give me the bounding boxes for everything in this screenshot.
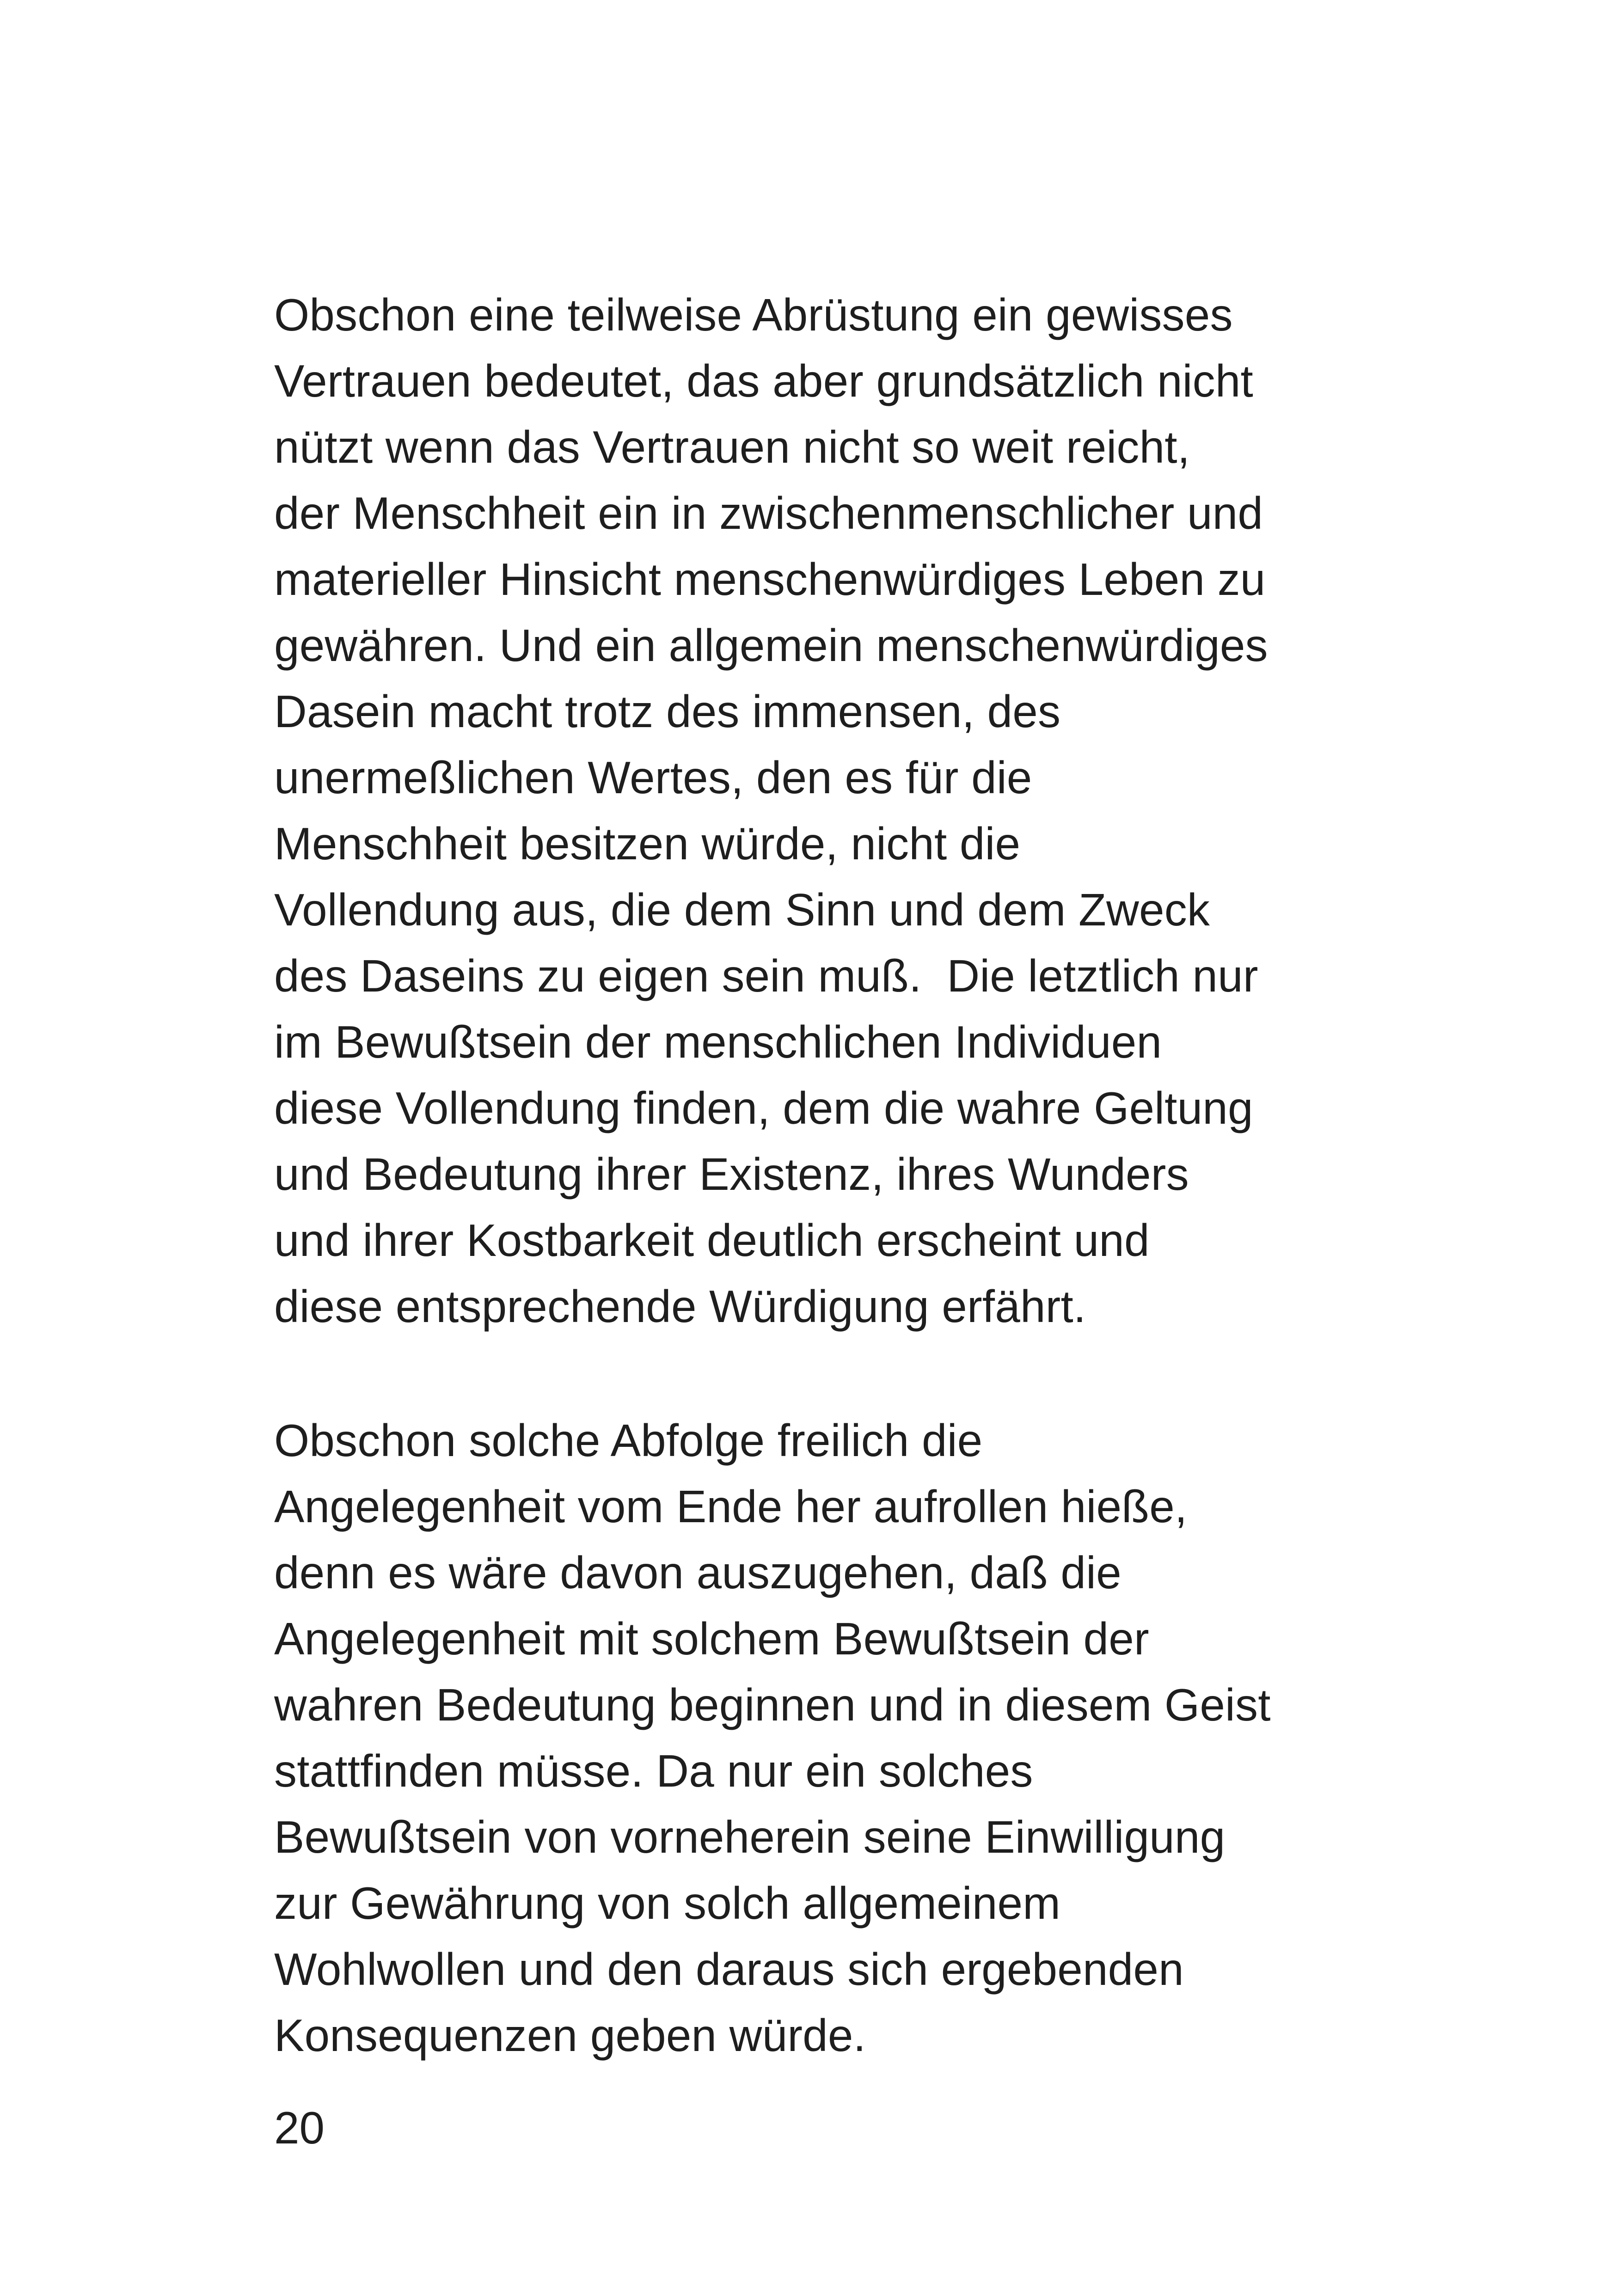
text-line: wahren Bedeutung beginnen und in diesem Geist [274,1679,1271,1730]
text-line: nützt wenn das Vertrauen nicht so weit reicht, [274,422,1190,472]
text-line: materieller Hinsicht menschenwürdiges Leben zu [274,554,1266,605]
text-line: der Menschheit ein in zwischenmenschlicher und [274,488,1263,539]
text-line: unermeßlichen Wertes, den es für die [274,752,1032,803]
text-line: Konsequenzen geben würde. [274,2010,866,2061]
text-line: Bewußtsein von vorneherein seine Einwilligung [274,1812,1226,1862]
text-line: diese Vollendung finden, dem die wahre Geltung [274,1083,1253,1133]
text-line: denn es wäre davon auszugehen, daß die [274,1547,1122,1598]
page-number: 20 [274,2102,325,2153]
text-line: zur Gewährung von solch allgemeinem [274,1878,1061,1929]
text-line: im Bewußtsein der menschlichen Individuen [274,1016,1162,1067]
text-line: Angelegenheit vom Ende her aufrollen hieße, [274,1481,1188,1532]
text-line: und Bedeutung ihrer Existenz, ihres Wunders [274,1149,1189,1200]
text-line: Menschheit besitzen würde, nicht die [274,818,1021,869]
text-line: gewähren. Und ein allgemein menschenwürdiges [274,620,1268,671]
text-line: Obschon solche Abfolge freilich die [274,1415,983,1466]
paragraph-1 [274,282,1374,1340]
paragraph-2 [274,1408,1374,2069]
text-line: Angelegenheit mit solchem Bewußtsein der [274,1613,1149,1664]
text-line: des Daseins zu eigen sein muß. Die letztlich nur [274,950,1258,1001]
text-line: Wohlwollen und den daraus sich ergebenden [274,1944,1184,1995]
text-line: stattfinden müsse. Da nur ein solches [274,1745,1033,1796]
text-line: Dasein macht trotz des immensen, des [274,686,1061,737]
text-line: Obschon eine teilweise Abrüstung ein gewisses [274,289,1233,340]
text-line: Vollendung aus, die dem Sinn und dem Zweck [274,884,1210,935]
text-line: Vertrauen bedeutet, das aber grundsätzlich nicht [274,355,1253,406]
text-line: diese entsprechende Würdigung erfährt. [274,1281,1086,1332]
text-line: und ihrer Kostbarkeit deutlich erscheint und [274,1215,1150,1266]
